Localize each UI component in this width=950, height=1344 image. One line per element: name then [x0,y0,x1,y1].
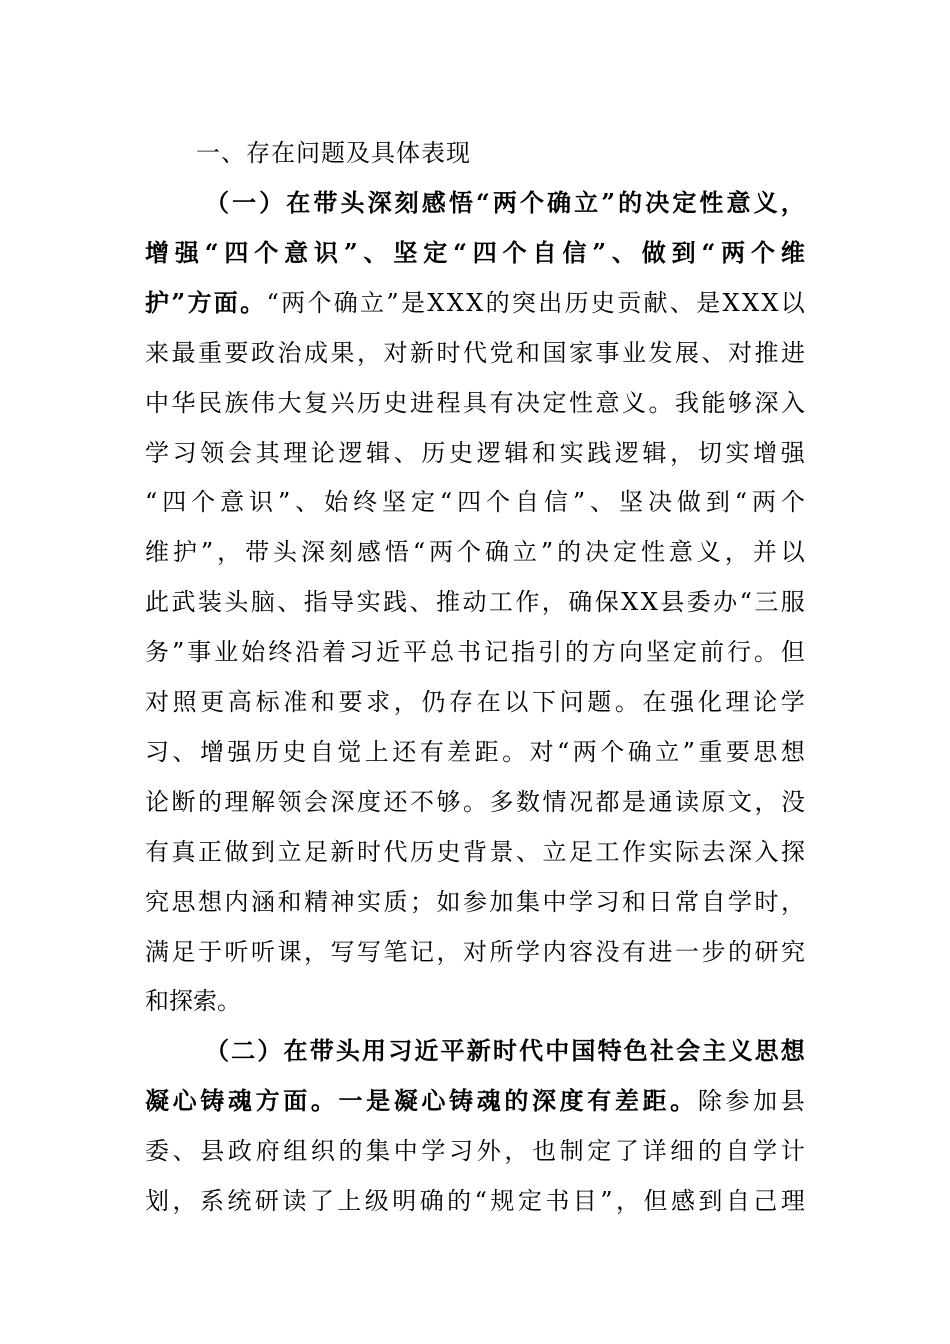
section1-line: 论 断 的 理 解 领 会 深 度 还 不 够 。 多 数 情 况 都 是 通 读 原 文 ， 没 [145,787,805,816]
section1-line: 有 真 正 做 到 立 足 新 时 代 历 史 背 景 、 立 足 工 作 实 际 去 深 入 探 [145,837,805,866]
section1-line: 和 探 索 。 [145,987,241,1016]
section1-line: 满 足 于 听 听 课 ， 写 写 笔 记 ， 对 所 学 内 容 没 有 进 一 步 的 研 究 [145,937,805,966]
section1-line: 究 思 想 内 涵 和 精 神 实 质 ； 如 参 加 集 中 学 习 和 日 常 自 学 时 ， [145,887,805,916]
section1-line: “ 四 个 意 识 ” 、 始 终 坚 定 “ 四 个 自 信 ” 、 坚 决 做 到 “ 两 个 [145,488,805,517]
section1-line: 此 武 装 头 脑 、 指 导 实 践 、 推 动 工 作 ， 确 保 X X 县 委 办 “ 三 服 [145,588,805,617]
section2-line: 委 、 县 政 府 组 织 的 集 中 学 习 外 ， 也 制 定 了 详 细 的 自 学 计 [145,1136,805,1165]
section1-line: （ 一 ） 在 带 头 深 刻 感 悟 “ 两 个 确 立 ” 的 决 定 性 意 义 ， [205,188,805,217]
section2-line: 凝 心 铸 魂 方 面 。 一 是 凝 心 铸 魂 的 深 度 有 差 距 。 除 参 加 县 [145,1085,805,1115]
section1-line: 护 ” 方 面 。 “ 两 个 确 立 ” 是 X X X 的 突 出 历 史 贡 献 、 是 X X X 以 [145,287,805,317]
section1-line: 对 照 更 高 标 准 和 要 求 ， 仍 存 在 以 下 问 题 。 在 强 化 理 论 学 [145,688,805,716]
section2-line: 划 ， 系 统 研 读 了 上 级 明 确 的 “ 规 定 书 目 ” ， 但 感 到 自 己 理 [145,1186,805,1215]
section1-line: 习 、 增 强 历 史 自 觉 上 还 有 差 距 。 对 “ 两 个 确 立 ” 重 要 思 想 [145,737,805,766]
section1-line: 学 习 领 会 其 理 论 逻 辑 、 历 史 逻 辑 和 实 践 逻 辑 ， 切 实 增 强 [145,438,805,467]
section1-line: 增 强 “ 四 个 意 识 ” 、 坚 定 “ 四 个 自 信 ” 、 做 到 “ 两 个 维 [145,237,805,267]
section1-line: 来 最 重 要 政 治 成 果 ， 对 新 时 代 党 和 国 家 事 业 发 展 、 对 推 进 [145,338,805,367]
section2-line: （ 二 ） 在 带 头 用 习 近 平 新 时 代 中 国 特 色 社 会 主 义 思 想 [205,1036,805,1065]
section-heading: 一、存在问题及具体表现 [196,139,471,167]
section1-line: 维 护 ” ， 带 头 深 刻 感 悟 “ 两 个 确 立 ” 的 决 定 性 意 义 ， 并 以 [145,538,805,567]
section1-line: 中 华 民 族 伟 大 复 兴 历 史 进 程 具 有 决 定 性 意 义 。 我 能 够 深 入 [145,388,805,417]
section1-line: 务 ” 事 业 始 终 沿 着 习 近 平 总 书 记 指 引 的 方 向 坚 定 前 行 。 但 [145,638,805,667]
